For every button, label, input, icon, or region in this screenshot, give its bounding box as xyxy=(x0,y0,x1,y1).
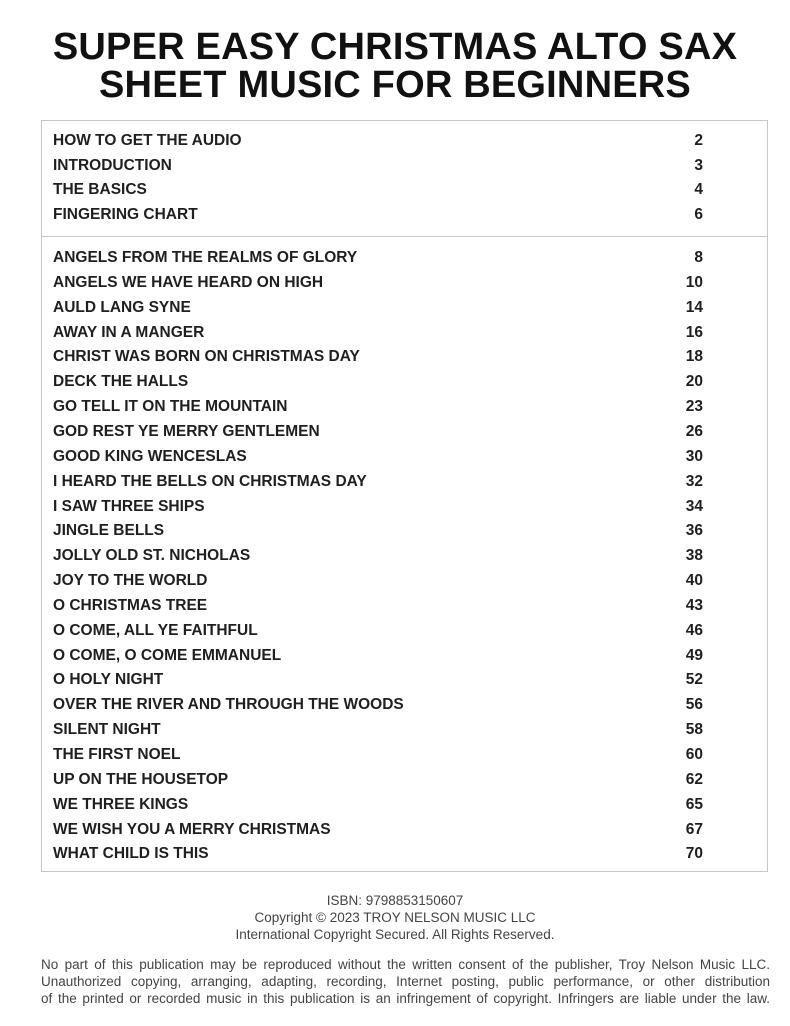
toc-entry xyxy=(53,322,703,344)
toc-entry-title: THE FIRST NOEL xyxy=(53,746,181,763)
toc-entry xyxy=(53,204,703,226)
toc-entry-page: 14 xyxy=(685,298,703,316)
toc-entry xyxy=(53,155,703,177)
toc-entry xyxy=(53,595,703,617)
toc-entry xyxy=(53,371,703,393)
toc-entry-page: 16 xyxy=(685,323,703,341)
toc-entry-page: 3 xyxy=(694,156,703,174)
toc-entry-title: CHRIST WAS BORN ON CHRISTMAS DAY xyxy=(53,348,360,366)
toc-entry xyxy=(53,570,703,592)
toc-entry-title: GOOD KING WENCESLAS xyxy=(53,447,247,465)
toc-entry-page: 2 xyxy=(694,132,703,149)
disclaimer-line-3: of the printed or recorded music in this publication is an infringement of copyright. Infringers are liable under the law. xyxy=(41,991,770,1006)
toc-entry-title: ANGELS FROM THE REALMS OF GLORY xyxy=(53,249,358,266)
toc-entry-page: 20 xyxy=(685,373,703,391)
toc-entry xyxy=(53,496,703,518)
toc-entry xyxy=(53,794,703,816)
rights-text: International Copyright Secured. All Rights Reserved. xyxy=(235,927,555,942)
toc-entry-title: AWAY IN A MANGER xyxy=(53,323,205,341)
toc-entry-title: JOLLY OLD ST. NICHOLAS xyxy=(53,547,251,565)
title-line-1: SUPER EASY CHRISTMAS ALTO SAX xyxy=(52,26,738,68)
toc-entry-title: THE BASICS xyxy=(53,181,147,199)
toc-entry xyxy=(53,130,703,152)
toc-entry-page: 43 xyxy=(685,596,703,614)
toc-entry xyxy=(53,545,703,567)
toc-entry xyxy=(53,620,703,642)
toc-entry-page: 34 xyxy=(685,497,703,515)
title-line-2: SHEET MUSIC FOR BEGINNERS xyxy=(99,64,691,106)
toc-entry-title: O COME, O COME EMMANUEL xyxy=(53,646,282,664)
toc-entry-page: 8 xyxy=(694,249,703,266)
toc-entry xyxy=(53,471,703,493)
toc-entry xyxy=(53,669,703,691)
toc-entry xyxy=(53,446,703,468)
toc-entry-title: OVER THE RIVER AND THROUGH THE WOODS xyxy=(53,696,404,714)
toc-entry-title: GO TELL IT ON THE MOUNTAIN xyxy=(53,398,288,416)
toc-entry-page: 58 xyxy=(685,721,703,739)
toc-entry xyxy=(53,179,703,201)
toc-entry-page: 6 xyxy=(694,206,703,224)
toc-entry-page: 67 xyxy=(685,820,703,838)
toc-entry-page: 65 xyxy=(685,795,703,813)
toc-entry xyxy=(53,421,703,443)
copyright-disclaimer xyxy=(41,956,770,1007)
toc-entry-page: 60 xyxy=(685,746,703,763)
toc-entry-page: 62 xyxy=(685,770,703,788)
toc-entry-title: WHAT CHILD IS THIS xyxy=(53,845,209,863)
toc-entry xyxy=(53,247,703,269)
toc-entry-page: 18 xyxy=(685,348,703,366)
toc-entry xyxy=(53,272,703,294)
page-title xyxy=(0,28,790,104)
toc-entry-title: GOD REST YE MERRY GENTLEMEN xyxy=(53,422,320,440)
toc-entry-page: 38 xyxy=(685,547,703,565)
toc-entry-title: AULD LANG SYNE xyxy=(53,298,191,316)
toc-entry-title: INTRODUCTION xyxy=(53,156,172,174)
toc-entry xyxy=(53,719,703,741)
toc-entry xyxy=(53,843,703,865)
toc-divider xyxy=(41,236,768,237)
toc-entry-page: 4 xyxy=(694,181,703,199)
disclaimer-line-2: Unauthorized copying, arranging, adapting, recording, Internet posting, public performance, or other distribution xyxy=(41,974,770,989)
toc-entry-title: DECK THE HALLS xyxy=(53,373,189,391)
toc-entry-page: 70 xyxy=(685,845,703,863)
toc-entry-page: 40 xyxy=(685,572,703,590)
toc-entry-title: FINGERING CHART xyxy=(53,206,198,224)
toc-entry-title: WE THREE KINGS xyxy=(53,795,189,813)
toc-entry-page: 49 xyxy=(685,646,703,664)
toc-entry-title: HOW TO GET THE AUDIO xyxy=(53,132,242,149)
copyright-text: Copyright © 2023 TROY NELSON MUSIC LLC xyxy=(254,910,536,925)
toc-entry xyxy=(53,520,703,542)
toc-entry-title: O COME, ALL YE FAITHFUL xyxy=(53,621,258,639)
toc-entry-page: 10 xyxy=(685,273,703,291)
toc-entry xyxy=(53,769,703,791)
toc-entry-title: JOY TO THE WORLD xyxy=(53,572,208,590)
toc-entry-page: 36 xyxy=(685,522,703,540)
toc-entry xyxy=(53,297,703,319)
toc-entry-title: JINGLE BELLS xyxy=(53,522,165,540)
toc-entry-page: 56 xyxy=(685,696,703,714)
toc-entry-title: O HOLY NIGHT xyxy=(53,671,164,689)
toc-entry-page: 26 xyxy=(685,422,703,440)
toc-entry-title: UP ON THE HOUSETOP xyxy=(53,770,229,788)
toc-entry xyxy=(53,694,703,716)
toc-entry xyxy=(53,346,703,368)
toc-entry-page: 23 xyxy=(685,398,703,416)
toc-entry xyxy=(53,645,703,667)
toc-entry-title: WE WISH YOU A MERRY CHRISTMAS xyxy=(53,820,331,838)
toc-entry-page: 30 xyxy=(685,447,703,465)
toc-entry-title: O CHRISTMAS TREE xyxy=(53,596,208,614)
toc-entry xyxy=(53,744,703,766)
disclaimer-line-1: No part of this publication may be reproduced without the written consent of the publisher, Troy Nelson Music LLC. xyxy=(41,957,770,972)
isbn-text: ISBN: 9798853150607 xyxy=(326,893,464,908)
toc-entry-title: I SAW THREE SHIPS xyxy=(53,497,205,515)
toc-entry-page: 52 xyxy=(685,671,703,689)
toc-entry-title: SILENT NIGHT xyxy=(53,721,161,739)
toc-entry xyxy=(53,396,703,418)
toc-entry-page: 46 xyxy=(685,621,703,639)
toc-entry-title: I HEARD THE BELLS ON CHRISTMAS DAY xyxy=(53,472,367,490)
toc-entry-page: 32 xyxy=(685,472,703,490)
toc-entry xyxy=(53,819,703,841)
toc-entry-title: ANGELS WE HAVE HEARD ON HIGH xyxy=(53,273,324,291)
